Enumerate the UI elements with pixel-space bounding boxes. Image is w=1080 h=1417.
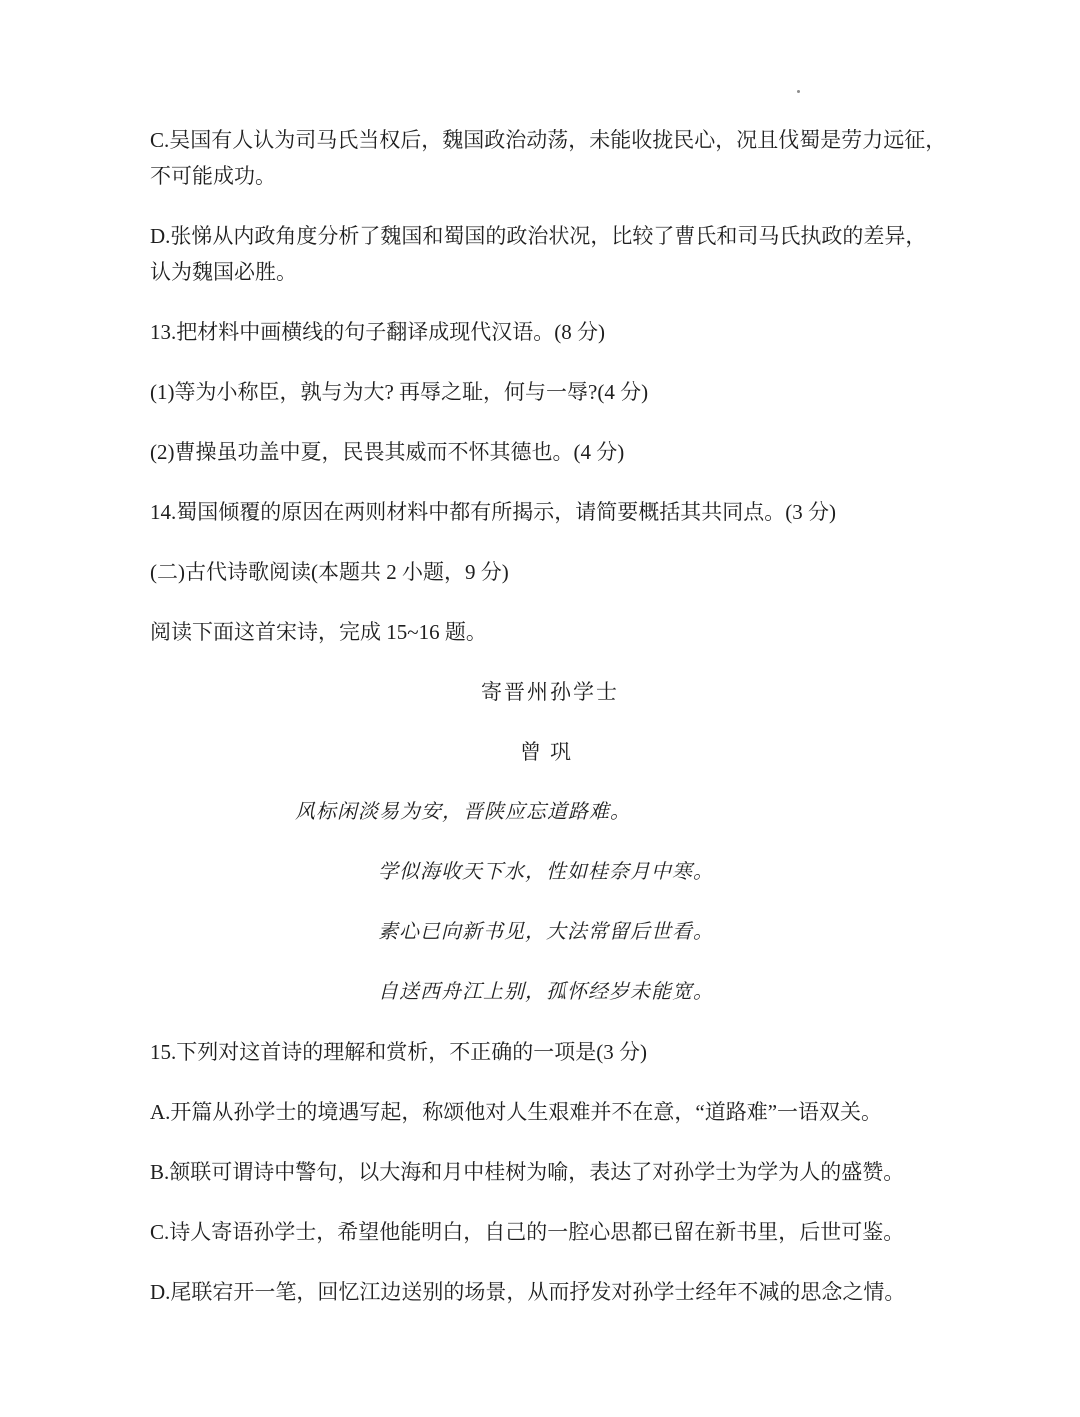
question12-option-c [150,122,950,194]
question13-sub1 [150,374,950,410]
poem-author-text: 曾巩 [520,740,580,764]
poem-title [150,674,950,710]
poem-title-text: 寄晋州孙学士 [481,680,619,704]
poem-line-3 [378,914,950,950]
instruction-text: 阅读下面这首宋诗，完成 15~16 题。 [150,620,487,644]
poem-verse-text: 素心已向新书见，大法常留后世看。 [378,921,714,943]
question13-sub2 [150,434,950,470]
question12-option-d [150,218,950,290]
question-text-line: (2)曹操虽功盖中夏，民畏其威而不怀其德也。(4 分) [150,440,625,464]
question15-stem [150,1034,950,1070]
poem-line-1 [295,794,950,830]
question15-option-b [150,1154,950,1190]
poem-verse-text: 学似海收天下水，性如桂奈月中寒。 [378,861,714,883]
question13-stem [150,314,950,350]
poem-line-4 [378,974,950,1010]
page-content [150,122,950,1334]
poem-verse-text: 风标闲淡易为安，晋陕应忘道路难。 [295,801,631,823]
section-heading-text: (二)古代诗歌阅读(本题共 2 小题，9 分) [150,560,509,584]
option-text-line: D.尾联宕开一笔，回忆江边送别的场景，从而抒发对孙学士经年不减的思念之情。 [150,1280,906,1304]
question-text-line: 14.蜀国倾覆的原因在两则材料中都有所揭示，请简要概括其共同点。(3 分) [150,500,836,524]
option-text-line: A.开篇从孙学士的境遇写起，称颂他对人生艰难并不在意，“道路难”一语双关。 [150,1100,883,1124]
option-text-line: C.吴国有人认为司马氏当权后，魏国政治动荡，未能收拢民心，况且伐蜀是劳力远征， [150,128,947,152]
section2-instruction [150,614,950,650]
option-text-line: D.张悌从内政角度分析了魏国和蜀国的政治状况，比较了曹氏和司马氏执政的差异， [150,224,927,248]
question-text-line: 13.把材料中画横线的句子翻译成现代汉语。(8 分) [150,320,605,344]
section2-heading [150,554,950,590]
poem-author [150,734,950,770]
scan-speck-artifact [797,90,800,93]
option-text-line: 认为魏国必胜。 [150,260,297,284]
question15-option-a [150,1094,950,1130]
question15-option-d [150,1274,950,1310]
option-text-line: C.诗人寄语孙学士，希望他能明白，自己的一腔心思都已留在新书里，后世可鉴。 [150,1220,905,1244]
option-text-line: 不可能成功。 [150,164,276,188]
question14-stem [150,494,950,530]
question-text-line: 15.下列对这首诗的理解和赏析，不正确的一项是(3 分) [150,1040,647,1064]
poem-verse-text: 自送西舟江上别，孤怀经岁未能宽。 [378,981,714,1003]
question-text-line: (1)等为小称臣，孰与为大? 再辱之耻，何与一辱?(4 分) [150,380,649,404]
question15-option-c [150,1214,950,1250]
poem-line-2 [378,854,950,890]
option-text-line: B.颔联可谓诗中警句，以大海和月中桂树为喻，表达了对孙学士为学为人的盛赞。 [150,1160,905,1184]
